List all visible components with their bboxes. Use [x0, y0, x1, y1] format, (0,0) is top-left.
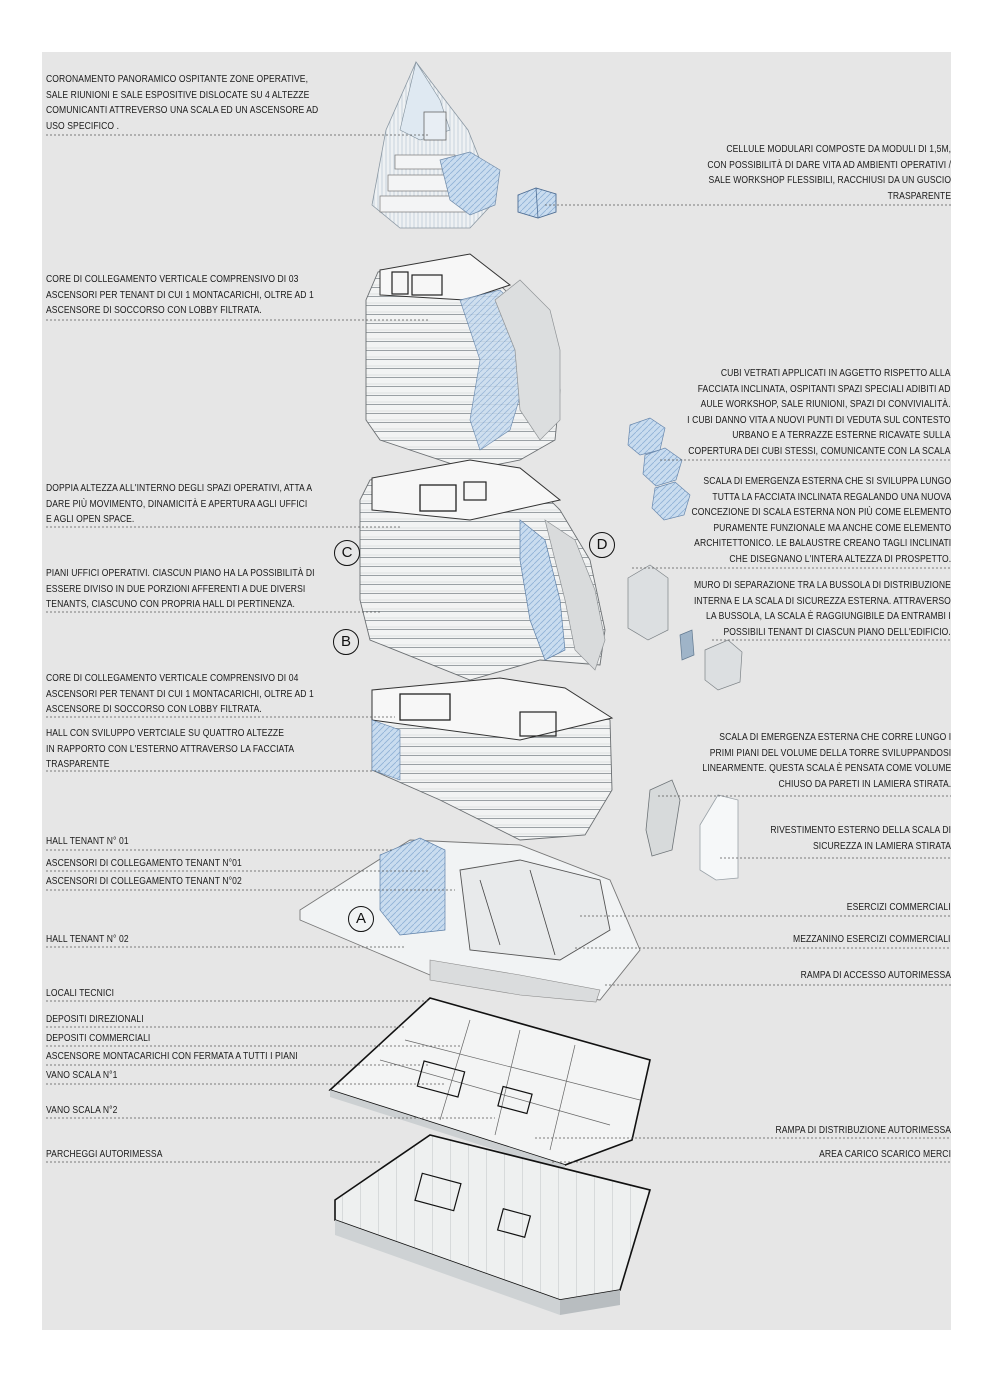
- section-label-b: B: [333, 629, 359, 655]
- note-rampa-accesso: RAMPA DI ACCESSO AUTORIMESSA: [800, 970, 951, 981]
- note-cellule-modulari: CELLULE MODULARI COMPOSTE DA MODULI DI 1,5M, CON POSSIBILITÀ DI DARE VITA AD AMBIENTI OPERATIVI / SALE WORKSHOP FLESSIBILI, RACCHIUSI DA UN GUSCIO TRASPARENTE: [707, 144, 951, 202]
- note-ascensori-01: ASCENSORI DI COLLEGAMENTO TENANT N°01: [46, 858, 242, 869]
- note-hall-tenant-01: HALL TENANT N° 01: [46, 836, 129, 847]
- note-hall-tenant-02: HALL TENANT N° 02: [46, 934, 129, 945]
- modular-cell: [518, 188, 556, 218]
- external-stair-elements: [646, 780, 738, 880]
- note-vano-scala-2: VANO SCALA N°2: [46, 1105, 118, 1116]
- note-muro-separazione: MURO DI SEPARAZIONE TRA LA BUSSOLA DI DISTRIBUZIONE INTERNA E LA SCALA DI SICUREZZA ESTERNA. ATTRAVERSO LA BUSSOLA, LA SCALA È RAGGIUNGIBILE DA ENTRAMBI I POSSIBILI TENANT DI CIASCUN PIANO DELL'EDIFICIO.: [694, 580, 951, 638]
- crown-module: [372, 62, 500, 228]
- note-core-03: CORE DI COLLEGAMENTO VERTICALE COMPRENSIVO DI 03 ASCENSORI PER TENANT DI CUI 1 MONTACARICHI, OLTRE AD 1 ASCENSORE DI SOCCORSO CON LOBBY FILTRATA.: [46, 274, 314, 316]
- basement-technical-plan: [330, 998, 650, 1172]
- note-rivestimento: RIVESTIMENTO ESTERNO DELLA SCALA DI SICUREZZA IN LAMIERA STIRATA: [770, 825, 951, 852]
- note-vano-scala-1: VANO SCALA N°1: [46, 1070, 118, 1081]
- note-core-04: CORE DI COLLEGAMENTO VERTICALE COMPRENSIVO DI 04 ASCENSORI PER TENANT DI CUI 1 MONTACARICHI, OLTRE AD 1 ASCENSORE DI SOCCORSO CON LOBBY FILTRATA.: [46, 673, 314, 715]
- note-parcheggi: PARCHEGGI AUTORIMESSA: [46, 1149, 163, 1160]
- note-scala-emergenza-primi: SCALA DI EMERGENZA ESTERNA CHE CORRE LUNGO I PRIMI PIANI DEL VOLUME DELLA TORRE SVILUPPANDOSI LINEARMENTE. QUESTA SCALA È PENSATA COME VOLUME CHIUSO DA PARETI IN LAMIERA STIRATA.: [702, 732, 951, 790]
- note-scala-emergenza-lungo: SCALA DI EMERGENZA ESTERNA CHE SI SVILUPPA LUNGO TUTTA LA FACCIATA INCLINATA REGALANDO UNA NUOVA CONCEZIONE DI SCALA ESTERNA NON PIÙ COME ELEMENTO PURAMENTE FUNZIONALE MA ANCHE COME ELEMENTO ARCHITETTONICO. LE BALAUSTRE CREANO TAGLI INCLINATI CHE DISEGNANO L'INTERA ALTEZZA DI PROSPETTO.: [691, 476, 951, 565]
- section-label-c: C: [334, 540, 360, 566]
- note-esercizi-commerciali: ESERCIZI COMMERCIALI: [847, 902, 951, 913]
- note-depositi-commerciali: DEPOSITI COMMERCIALI: [46, 1033, 151, 1044]
- note-hall-sviluppo: HALL CON SVILUPPO VERTCIALE SU QUATTRO ALTEZZE IN RAPPORTO CON L'ESTERNO ATTRAVERSO LA FACCIATA TRASPARENTE: [46, 728, 295, 770]
- lower-tower-block: [372, 678, 612, 840]
- note-locali-tecnici: LOCALI TECNICI: [46, 988, 115, 999]
- glass-cubes-cluster: [628, 418, 690, 520]
- note-coronamento: CORONAMENTO PANORAMICO OSPITANTE ZONE OPERATIVE, SALE RIUNIONI E SALE ESPOSITIVE DISLOCATE SU 4 ALTEZZE COMUNICANTI ATTREVERSO UNA SCALA ED UN ASCENSORE AD USO SPECIFICO .: [46, 74, 319, 132]
- leader-lines-right: [535, 205, 951, 1162]
- note-ascensori-02: ASCENSORI DI COLLEGAMENTO TENANT N°02: [46, 876, 242, 887]
- note-piani-uffici: PIANI UFFICI OPERATIVI. CIASCUN PIANO HA LA POSSIBILITÀ DI ESSERE DIVISO IN DUE PORZIONI AFFERENTI A DUE DIVERSI TENANTS, CIASCUNO CON PROPRIA HALL DI PERTINENZA.: [46, 568, 315, 610]
- note-depositi-direzionali: DEPOSITI DIREZIONALI: [46, 1014, 144, 1025]
- basement-parking-plan: [335, 1135, 650, 1315]
- note-ascensore-montacarichi: ASCENSORE MONTACARICHI CON FERMATA A TUTTI I PIANI: [46, 1051, 298, 1062]
- middle-tower-block: [360, 460, 605, 680]
- note-area-carico: AREA CARICO SCARICO MERCI: [819, 1149, 951, 1160]
- note-rampa-distribuzione: RAMPA DI DISTRIBUZIONE AUTORIMESSA: [775, 1125, 951, 1136]
- note-doppia-altezza: DOPPIA ALTEZZA ALL'INTERNO DEGLI SPAZI OPERATIVI, ATTA A DARE PIÙ MOVIMENTO, DINAMICITÀ E APERTURA AGLI UFFICI E AGLI OPEN SPACE.: [46, 483, 313, 525]
- note-cubi-vetrati: CUBI VETRATI APPLICATI IN AGGETTO RISPETTO ALLA FACCIATA INCLINATA, OSPITANTI SPAZI SPECIALI ADIBITI AD AULE WORKSHOP, SALE RIUNIONI, SPAZI DI CONVIVIALITÀ. I CUBI DANNO VITA A NUOVI PUNTI DI VEDUTA SUL CONTESTO URBANO E A TERRAZZE ESTERNE RICAVATE SULLA COPERTURA DEI CUBI STESSI, COMUNICANTE CON LA SCALA: [687, 368, 951, 457]
- section-label-a: A: [348, 906, 374, 932]
- note-mezzanino: MEZZANINO ESERCIZI COMMERCIALI: [793, 934, 951, 945]
- section-label-d: D: [589, 532, 615, 558]
- upper-tower-block: [366, 254, 560, 470]
